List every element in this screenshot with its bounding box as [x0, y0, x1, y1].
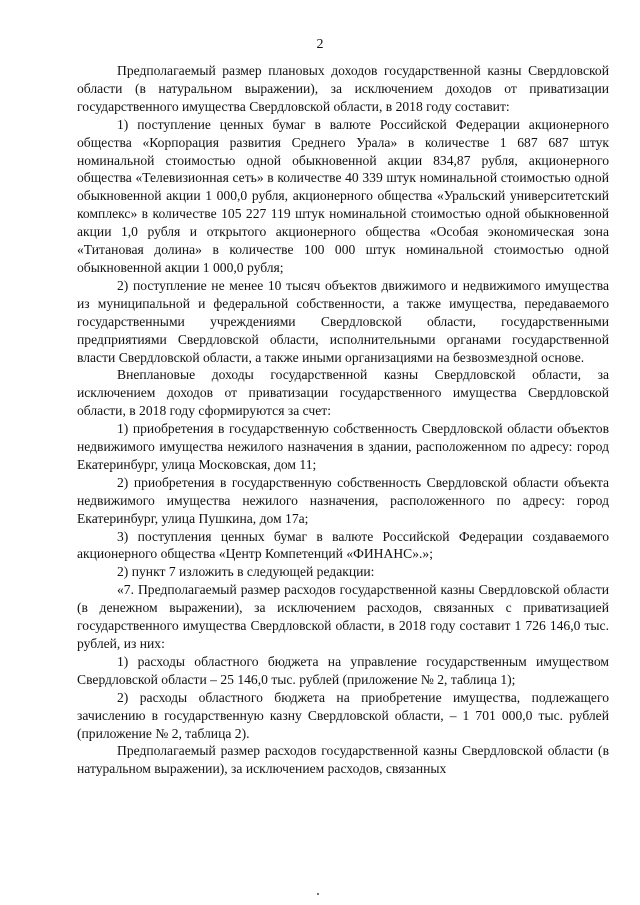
document-body: [77, 62, 609, 778]
paragraph: 3) поступления ценных бумаг в валюте Российской Федерации создаваемого акционерного общества «Центр Компетенций «ФИНАНС».»;: [77, 528, 609, 562]
paragraph: «7. Предполагаемый размер расходов государственной казны Свердловской области (в денежном выражении), за исключением расходов, связанных с приватизацией государственного имущества Свердловской области, в 2018 году составит 1 726 146,0 тыс. рублей, из них:: [77, 582, 609, 651]
page-number: 2: [316, 37, 324, 52]
paragraph: Внеплановые доходы государственной казны Свердловской области, за исключением доходов от приватизации государственного имущества Свердловской области, в 2018 году сформируются за счет:: [77, 367, 609, 419]
paragraph: 1) приобретения в государственную собственность Свердловской области объектов недвижимого имущества нежилого назначения в здании, расположенном по адресу: город Екатеринбург, улица Московская, дом 11;: [77, 421, 609, 472]
paragraph: 2) пункт 7 изложить в следующей редакции:: [117, 564, 375, 580]
paragraph: 1) поступление ценных бумаг в валюте Российской Федерации акционерного общества «Корпорация развития Среднего Урала» в количестве 1 687 687 штук номинальной стоимостью одной обыкновенной акции 834,87 рубля, акционерного общества «Телевизионная сеть» в количестве 40 339 штук номинальной стоимостью одной обыкновенной акции 1 000,0 рубля, акционерного общества «Уральский университетский комплекс» в количестве 105 227 119 штук номинальной стоимостью одной обыкновенной акции 1,0 рубля и открытого акционерного общества «Особая экономическая зона «Титановая долина» в количестве 100 000 штук номинальной стоимостью одной обыкновенной акции 1 000,0 рубля;: [77, 116, 609, 275]
paragraph: 1) расходы областного бюджета на управление государственным имуществом Свердловской области – 25 146,0 тыс. рублей (приложение № 2, таблица 1);: [77, 653, 609, 687]
paragraph: Предполагаемый размер плановых доходов государственной казны Свердловской области (в натуральном выражении), за исключением доходов от приватизации государственного имущества Свердловской области, в 2018 году составит:: [77, 63, 609, 114]
scan-speck: [317, 893, 319, 895]
paragraph: Предполагаемый размер расходов государственной казны Свердловской области (в натуральном выражении), за исключением расходов, связанных: [77, 743, 609, 777]
paragraph: 2) приобретения в государственную собственность Свердловской области объекта недвижимого имущества нежилого назначения, расположенного по адресу: город Екатеринбург, улица Пушкина, дом 17а;: [77, 474, 609, 526]
paragraph: 2) расходы областного бюджета на приобретение имущества, подлежащего зачислению в государственную казну Свердловской области, – 1 701 000,0 тыс. рублей (приложение № 2, таблица 2).: [77, 689, 609, 741]
paragraph: 2) поступление не менее 10 тысяч объектов движимого и недвижимого имущества из муниципальной и федеральной собственности, а также имущества, передаваемого государственными учреждениями Свердловской области, государственными предприятиями Свердловской области, исполнительными органами государственной власти Свердловской области, а также иными организациями на безвозмездной основе.: [77, 277, 609, 365]
